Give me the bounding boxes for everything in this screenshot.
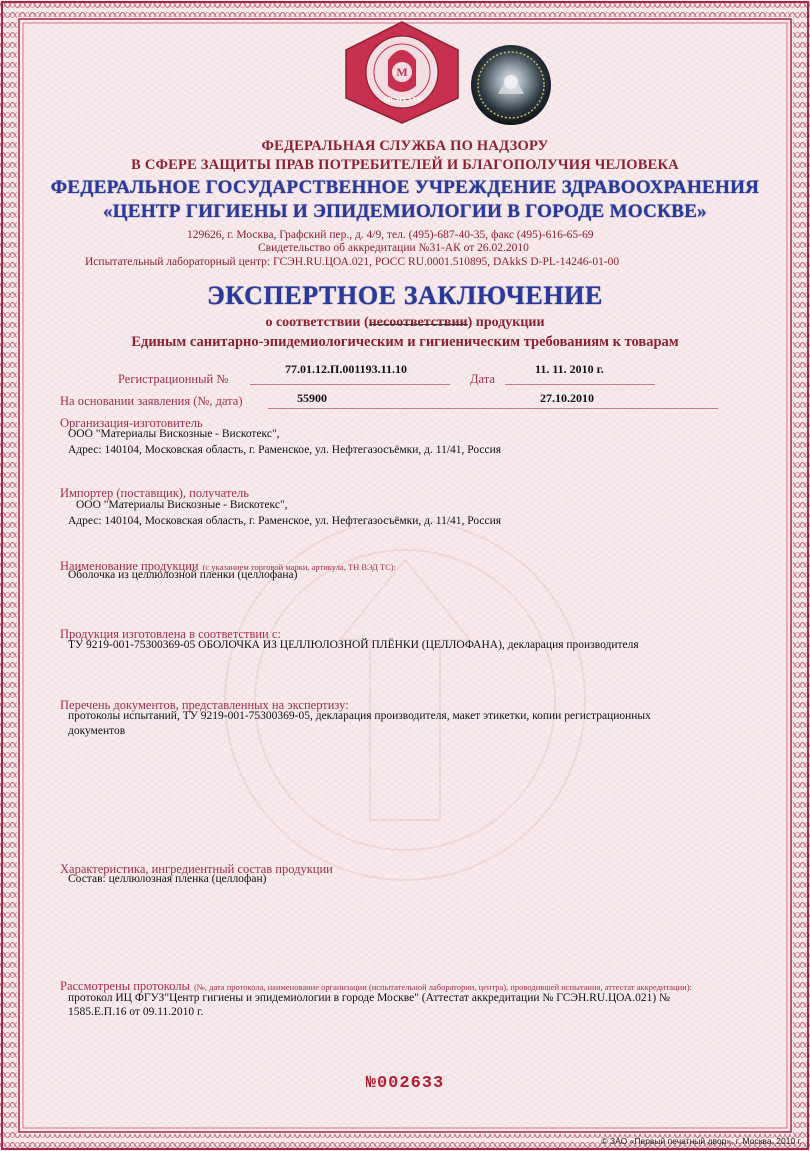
application-date: 27.10.2010 [540, 391, 594, 405]
manufactured-per-value: ТУ 9219-001-75300369-05 ОБОЛОЧКА ИЗ ЦЕЛЛЮЛОЗНОЙ ПЛЁНКИ (ЦЕЛЛОФАНА), декларация производителя [68, 639, 639, 651]
documents-label: Перечень документов, представленных на экспертизу: [60, 698, 349, 712]
date-label: Дата [470, 372, 495, 386]
subtitle-struck-word: несоответствии [368, 315, 468, 330]
application-number: 55900 [297, 391, 327, 405]
protocols-label: Рассмотрены протоколы [60, 979, 190, 993]
application-label: На основании заявления (№, дата) [60, 394, 243, 408]
documents-line-1: протоколы испытаний, ТУ 9219-001-75300369-05, декларация производителя, макет этикетки, копии регистрационных [68, 710, 651, 722]
svg-text:M: M [396, 65, 408, 79]
product-name: Оболочка из целлюлозной пленки (целлофана) [68, 569, 298, 581]
institution-line-1: ФЕДЕРАЛЬНОЕ ГОСУДАРСТВЕННОЕ УЧРЕЖДЕНИЕ ЗДРАВООХРАНЕНИЯ [50, 177, 760, 198]
manufactured-per-label: Продукция изготовлена в соответствии с: [60, 627, 281, 641]
accreditation-certificate: Свидетельство об аккредитации №31-АК от 26.02.2010 [258, 242, 529, 254]
manufacturer-label: Организация-изготовитель [60, 416, 203, 430]
composition-label: Характеристика, ингредиентный состав продукции [60, 862, 333, 876]
printer-footer: © ЗАО «Первый печатный двор», г. Москва, 2010 г. [601, 1136, 802, 1146]
protocols-line-2: 1585.Е.П.16 от 09.11.2010 г. [68, 1006, 204, 1018]
importer-address: Адрес: 140104, Московская область, г. Раменское, ул. Нефтегазосъёмки, д. 11/41, Россия [68, 515, 502, 527]
protocols-label-note: (№, дата протокола, наименование организации (испытательной лаборатории, центра), проводившей испытания, аттестат аккредитации): [193, 982, 692, 992]
conformity-requirements: Единым санитарно-эпидемиологическим и гигиеническим требованиям к товарам [131, 334, 679, 350]
manufacturer-name: ООО "Материалы Вискозные - Вискотекс", [68, 428, 280, 440]
documents-line-2: документов [68, 725, 126, 737]
registration-label: Регистрационный № [118, 372, 229, 386]
product-label-note: (с указанием торговой марки, артикула, ТН ВЭД ТС): [202, 562, 396, 572]
agency-line-1: ФЕДЕРАЛЬНАЯ СЛУЖБА ПО НАДЗОРУ [261, 138, 549, 154]
emblem-year: MCMXXXV [383, 96, 423, 104]
importer-label: Импортер (поставщик), получатель [60, 486, 249, 500]
protocols-line-1: протокол ИЦ ФГУЗ"Центр гигиены и эпидемиологии в городе Москве" (Аттестат аккредитации № ГСЭН.RU.ЦОА.021) № [68, 992, 671, 1004]
product-label: Наименование продукции [60, 559, 199, 573]
document-title: ЭКСПЕРТНОЕ ЗАКЛЮЧЕНИЕ [207, 281, 603, 310]
institution-emblem [340, 20, 465, 125]
conformity-subtitle [0, 315, 810, 331]
importer-name: ООО "Материалы Вискозные - Вискотекс", [76, 499, 288, 511]
registration-date: 11. 11. 2010 г. [535, 362, 604, 376]
subtitle-suffix: ) продукции [467, 315, 545, 330]
composition-value: Состав: целлюлозная пленка (целлофан) [68, 873, 267, 885]
subtitle-prefix: о соответствии ( [265, 315, 369, 330]
institution-address: 129626, г. Москва, Графский пер., д. 4/9, тел. (495)-687-40-35, факс (495)-616-65-69 [187, 229, 594, 241]
institution-line-2: «ЦЕНТР ГИГИЕНЫ И ЭПИДЕМИОЛОГИИ В ГОРОДЕ МОСКВЕ» [103, 201, 707, 222]
agency-line-2: В СФЕРЕ ЗАЩИТЫ ПРАВ ПОТРЕБИТЕЛЕЙ И БЛАГОПОЛУЧИЯ ЧЕЛОВЕКА [131, 157, 679, 173]
hologram-seal [470, 44, 552, 126]
manufacturer-address: Адрес: 140104, Московская область, г. Раменское, ул. Нефтегазосъёмки, д. 11/41, Россия [68, 444, 502, 456]
registration-number: 77.01.12.П.001193.11.10 [285, 362, 408, 376]
testing-lab-center: Испытательный лабораторный центр: ГСЭН.RU.ЦОА.021, РОСС RU.0001.510895, DAkkS D-PL-14246-01-00 [85, 256, 620, 268]
serial-number: №002633 [365, 1074, 445, 1093]
